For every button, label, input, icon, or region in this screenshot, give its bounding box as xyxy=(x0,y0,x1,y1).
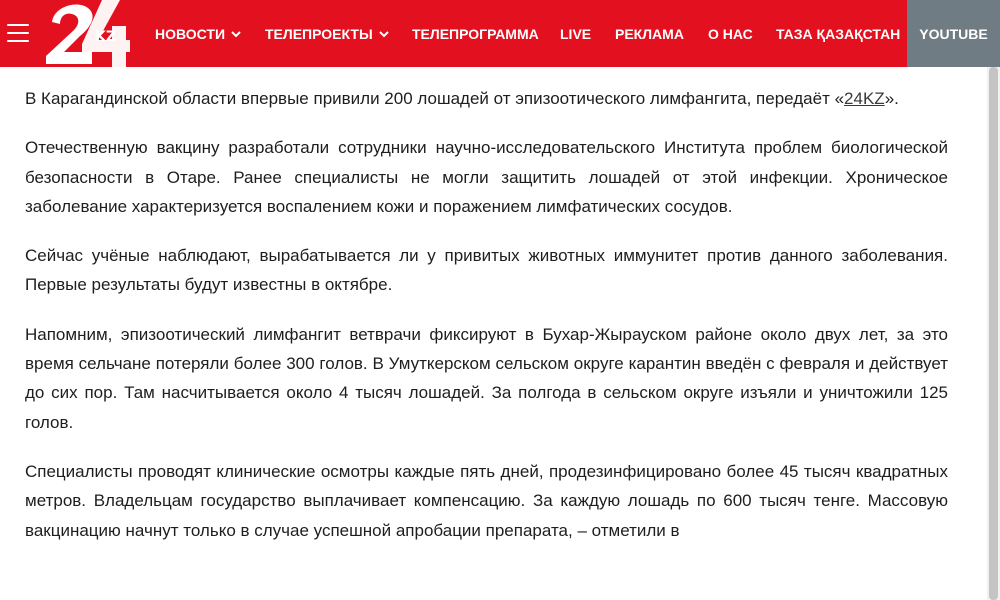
nav-item-label: РЕКЛАМА xyxy=(615,25,684,42)
nav-item-live[interactable] xyxy=(560,0,591,67)
nav-item-label: ТЕЛЕПРОГРАММА xyxy=(412,25,539,42)
vertical-scrollbar[interactable] xyxy=(987,67,1000,600)
chevron-down-icon xyxy=(231,29,241,39)
paragraph-text: В Карагандинской области впервые привили 200 лошадей от эпизоотического лимфангита, передаёт « xyxy=(25,89,845,108)
nav-item-label: О НАС xyxy=(708,25,753,42)
nav-item-about[interactable] xyxy=(708,0,753,67)
source-link[interactable]: 24KZ xyxy=(844,89,885,108)
article-paragraph: Сейчас учёные наблюдают, вырабатывается ли у привитых животных иммунитет против данного заболевания. Первые результаты будут известны в октябре. xyxy=(25,246,948,295)
nav-item-label: ТАЗА ҚАЗАҚСТАН xyxy=(776,25,901,42)
nav-item-youtube[interactable] xyxy=(907,0,1000,67)
nav-item-advertising[interactable] xyxy=(615,0,684,67)
nav-item-taza-kazakhstan[interactable] xyxy=(776,0,900,67)
main-nav xyxy=(0,0,1000,67)
nav-item-label: LIVE xyxy=(560,25,592,42)
nav-item-tv-program[interactable] xyxy=(412,0,539,67)
chevron-down-icon xyxy=(379,29,389,39)
nav-item-label: НОВОСТИ xyxy=(155,25,226,42)
site-header xyxy=(0,0,1000,67)
nav-item-label: ТЕЛЕПРОЕКТЫ xyxy=(265,25,373,42)
scrollbar-thumb[interactable] xyxy=(989,67,998,600)
paragraph-text: ». xyxy=(884,89,899,108)
article-paragraph: Отечественную вакцину разработали сотрудники научно-исследовательского Института проблем биологической безопасности в Отаре. Ранее специалисты не могли защитить лошадей от этой инфекции. Хроническое заболевание характеризуется воспалением кожи и поражением лимфатических сосудов. xyxy=(25,138,948,216)
article-body xyxy=(25,84,948,565)
article-paragraph xyxy=(25,84,948,113)
article-paragraph: Напомним, эпизоотический лимфангит ветврачи фиксируют в Бухар-Жырауском районе около двух лет, за это время сельчане потеряли более 300 голов. В Умуткерском сельском округе карантин введён с февраля и действует до сих пор. Там насчитывается около 4 тысяч лошадей. За полгода в сельском округе изъяли и уничтожили 125 голов. xyxy=(25,324,948,432)
nav-item-news[interactable] xyxy=(155,0,241,67)
logo-kz-text: KZ xyxy=(95,29,116,45)
article-paragraph: Специалисты проводят клинические осмотры каждые пять дней, продезинфицировано более 45 тысяч квадратных метров. Владельцам государство выплачивает компенсацию. За каждую лошадь по 600 тысяч тенге. Массовую вакцинацию начнут только в случае успешной апробации препарата, – отметили в xyxy=(25,461,948,540)
nav-item-label: YOUTUBE xyxy=(919,25,988,42)
nav-item-tv-projects[interactable] xyxy=(265,0,389,67)
